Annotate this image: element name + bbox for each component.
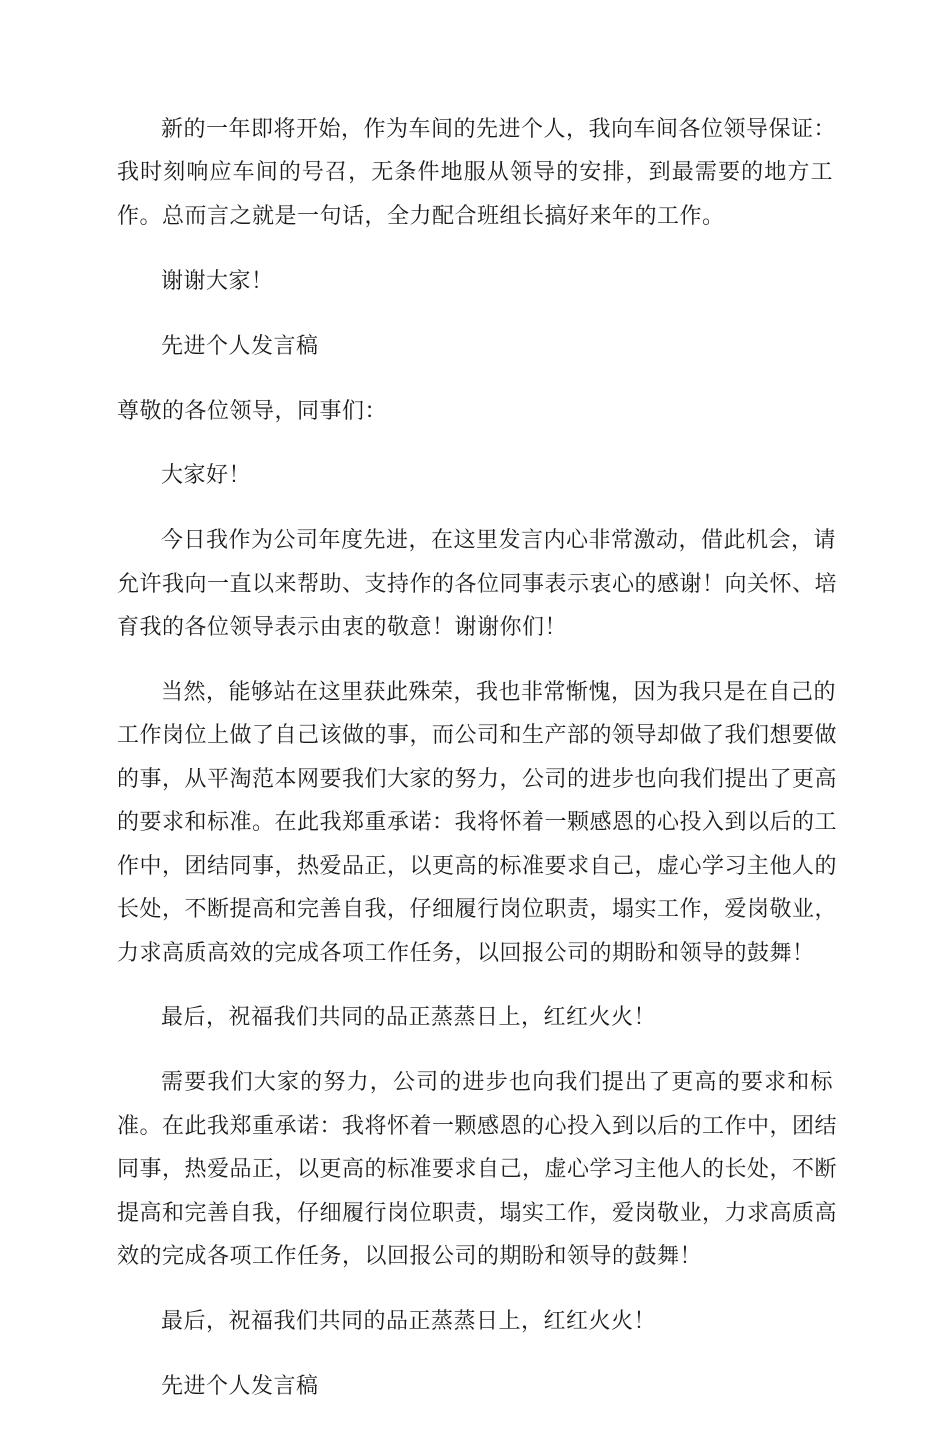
paragraph — [117, 1365, 833, 1408]
text-line: 先进个人发言稿 — [161, 1373, 319, 1399]
text-line: 效的完成各项工作任务，以回报公司的期盼和领导的鼓舞！ — [117, 1243, 703, 1269]
document-page — [117, 108, 838, 1430]
paragraph — [117, 108, 837, 238]
paragraph — [117, 260, 833, 303]
text-line: 的要求和标准。在此我郑重承诺：我将怀着一颗感恩的心投入到以后的工 — [117, 810, 838, 836]
text-line: 需要我们大家的努力，公司的进步也向我们提出了更高的要求和标 — [161, 1070, 833, 1096]
text-line: 长处，不断提高和完善自我，仔细履行岗位职责，塌实工作，爱岗敬业， — [117, 897, 838, 923]
text-line: 我时刻响应车间的号召，无条件地服从领导的安排，到最需要的地方工 — [117, 160, 833, 186]
paragraph — [117, 671, 838, 975]
text-line: 工作岗位上做了自己该做的事，而公司和生产部的领导却做了我们想要做 — [117, 723, 838, 749]
text-line: 当然，能够站在这里获此殊荣，我也非常惭愧，因为我只是在自己的 — [161, 680, 837, 706]
paragraph — [117, 390, 833, 433]
text-line: 提高和完善自我，仔细履行岗位职责，塌实工作，爱岗敬业，力求高质高 — [117, 1200, 838, 1226]
text-line: 新的一年即将开始，作为车间的先进个人，我向车间各位领导保证： — [161, 117, 837, 142]
text-line: 准。在此我郑重承诺：我将怀着一颗感恩的心投入到以后的工作中，团结 — [117, 1113, 838, 1139]
text-line: 今日我作为公司年度先进，在这里发言内心非常激动，借此机会，请 — [161, 528, 837, 554]
text-line: 先进个人发言稿 — [161, 333, 319, 359]
text-line: 谢谢大家！ — [161, 268, 274, 294]
paragraph — [117, 1061, 838, 1278]
paragraph — [117, 325, 833, 368]
text-line: 的事，从平淘范本网要我们大家的努力，公司的进步也向我们提出了更高 — [117, 766, 838, 792]
text-line: 允许我向一直以来帮助、支持作的各位同事表示衷心的感谢！向关怀、培 — [117, 571, 838, 597]
paragraph — [117, 519, 838, 649]
text-line: 大家好！ — [161, 463, 252, 489]
paragraph — [117, 1300, 833, 1343]
text-line: 同事，热爱品正，以更高的标准要求自己，虚心学习主他人的长处，不断 — [117, 1157, 838, 1183]
paragraph — [117, 996, 833, 1039]
text-line: 最后，祝福我们共同的品正蒸蒸日上，红红火火！ — [161, 1005, 657, 1031]
text-line: 作中，团结同事，热爱品正，以更高的标准要求自己，虚心学习主他人的 — [117, 853, 838, 879]
text-line: 力求高质高效的完成各项工作任务，以回报公司的期盼和领导的鼓舞！ — [117, 940, 815, 966]
text-line: 育我的各位领导表示由衷的敬意！谢谢你们！ — [117, 615, 568, 641]
text-line: 尊敬的各位领导，同事们： — [117, 398, 388, 424]
text-line: 作。总而言之就是一句话，全力配合班组长搞好来年的工作。 — [117, 203, 725, 229]
text-line: 最后，祝福我们共同的品正蒸蒸日上，红红火火！ — [161, 1308, 657, 1334]
paragraph — [117, 454, 833, 497]
